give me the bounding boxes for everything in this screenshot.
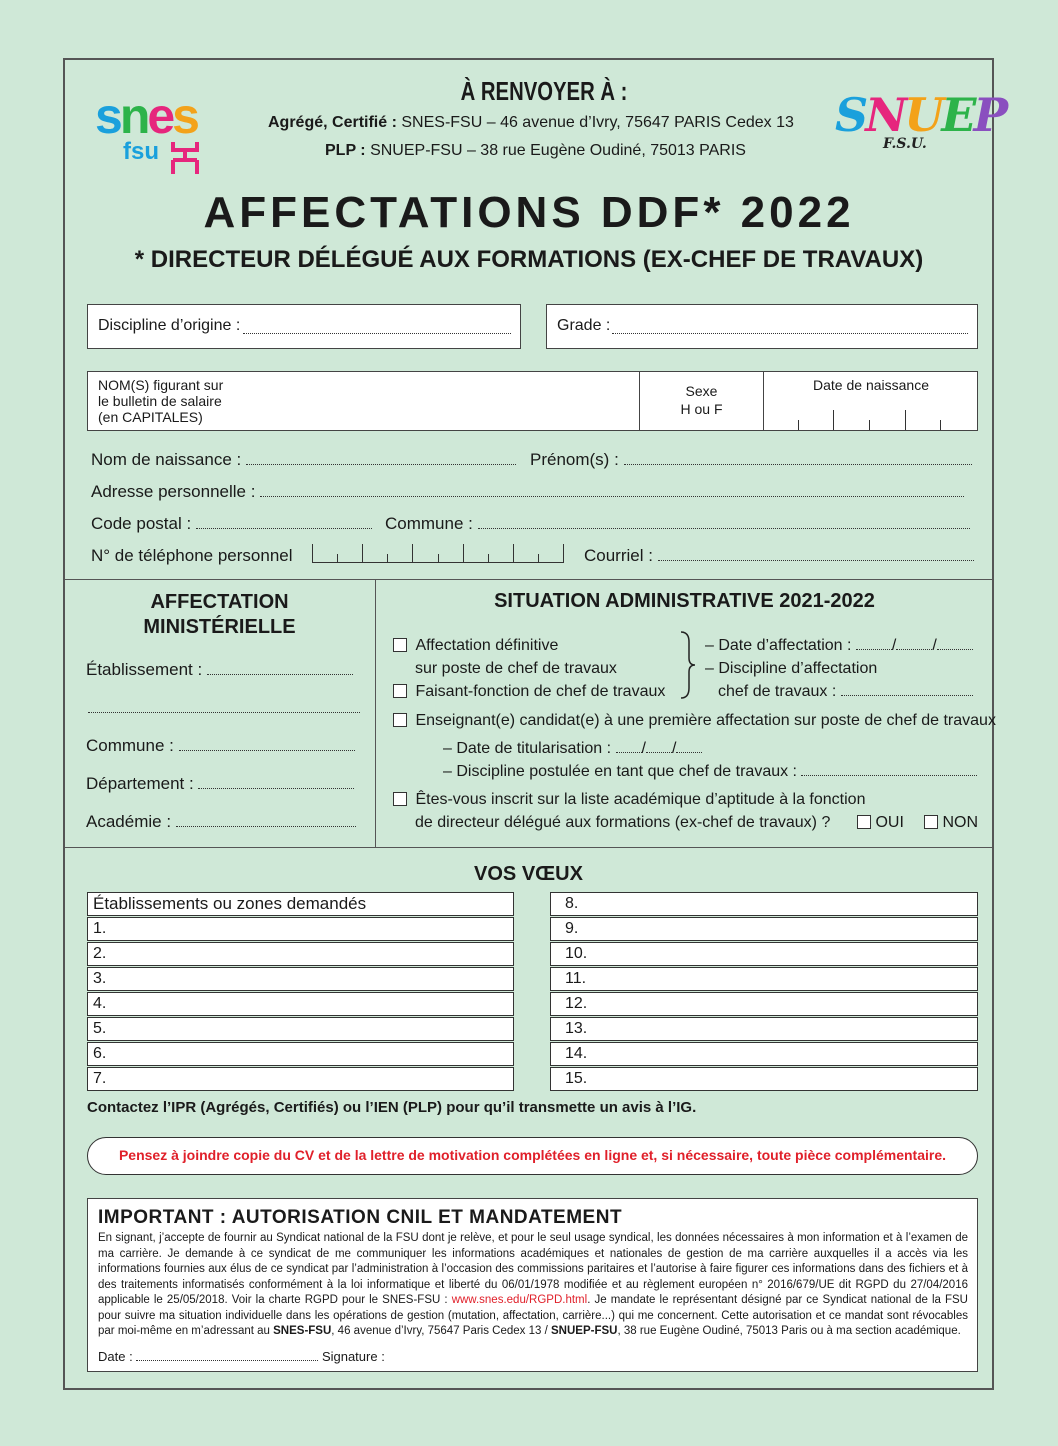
opt1-line1: Affectation définitive	[415, 637, 559, 654]
non-option[interactable]	[924, 811, 978, 834]
phone-row	[91, 546, 293, 566]
opt1-line2: sur poste de chef de travaux	[415, 660, 617, 677]
academie-row[interactable]	[86, 812, 356, 832]
birth-name-dots	[246, 452, 516, 465]
opt4-checkbox[interactable]	[393, 792, 407, 806]
snuep-address: , 38 rue Eugène Oudiné, 75013 Paris ou à ma section académique.	[617, 1325, 961, 1337]
opt2-checkbox[interactable]	[393, 684, 407, 698]
departement-dots	[198, 776, 354, 789]
voeu-row[interactable]: 11.	[550, 967, 978, 991]
voeu-row[interactable]: 8.	[550, 892, 978, 916]
discipline-postulee-label: – Discipline postulée en tant que chef de travaux :	[443, 763, 797, 780]
opt2-row[interactable]	[393, 680, 665, 703]
section-divider	[375, 579, 376, 848]
address-row[interactable]	[91, 482, 964, 502]
email-label: Courriel :	[584, 546, 653, 565]
snuep-fsu-text: F.S.U.	[883, 136, 927, 152]
grade-field[interactable]	[546, 304, 978, 349]
section-divider	[64, 579, 993, 580]
phone-field[interactable]	[312, 542, 564, 563]
situation-title: SITUATION ADMINISTRATIVE 2021-2022	[494, 590, 875, 612]
return-title: À RENVOYER À :	[460, 76, 628, 106]
cv-notice-text: Pensez à joindre copie du CV et de la lettre de motivation complétées en ligne et, si nécessaire, toute pièce complémentaire.	[118, 1147, 947, 1163]
opt3-checkbox[interactable]	[393, 713, 407, 727]
opt3-row[interactable]	[393, 709, 996, 732]
voeu-row[interactable]: 4.	[87, 992, 514, 1016]
oui-checkbox[interactable]	[857, 815, 871, 829]
voeu-row[interactable]: 5.	[87, 1017, 514, 1041]
sexe-values: H ou F	[680, 401, 723, 417]
birth-date-field[interactable]	[798, 408, 940, 430]
contact-note: Contactez l’IPR (Agrégés, Certifiés) ou l’IEN (PLP) pour qu’il transmette un avis à l’IG.	[87, 1099, 697, 1116]
return-line1-value: SNES-FSU – 46 avenue d’Ivry, 75647 PARIS Cedex 13	[401, 114, 794, 131]
oui-label: OUI	[875, 814, 904, 831]
cnil-paragraph-1: En signant, j’accepte de fournir au Syndicat national de la FSU dont je relève, et pour le seul usage syndical, les données nécessaires à mon information et à l’examen de ma carrière. Je demande à ce syndicat de me communiquer les informations académiques et nationales de gestion de ma carrière auxquelles il a accès via les informations fournies aux élus de ce syndicat par l’administration à l’occasion des commissions paritaires et l’autorise à faire figurer ces informations dans des fichiers et à des traitements informatisés conformément à la loi informatique et liberté du 06/01/1978 modifiée et au règlement européen n° 2016/679/UE dit RGPD du 27/04/2016 applicable le 25/05/2018. Voir la charte RGPD pour le SNES-FSU :	[98, 1232, 968, 1306]
cnil-text	[98, 1231, 968, 1340]
postal-row[interactable]	[91, 514, 372, 534]
departement-label: Département :	[86, 774, 194, 793]
affect-commune-dots	[179, 738, 355, 751]
return-line2-label: PLP :	[325, 142, 366, 159]
date-signature-row	[98, 1349, 385, 1364]
titularisation-label: – Date de titularisation :	[443, 740, 612, 757]
opt3-label: Enseignant(e) candidat(e) à une première affectation sur poste de chef de travaux	[415, 712, 996, 729]
return-line1-label: Agrégé, Certifié :	[268, 114, 397, 131]
non-checkbox[interactable]	[924, 815, 938, 829]
subtitle: * DIRECTEUR DÉLÉGUÉ AUX FORMATIONS (EX-CHEF DE TRAVAUX)	[134, 246, 924, 273]
phone-label: N° de téléphone personnel	[91, 546, 293, 565]
name-label-line1: NOM(S) figurant sur	[98, 377, 224, 393]
postal-dots	[196, 516, 372, 529]
voeu-row[interactable]: 7.	[87, 1067, 514, 1091]
affectation-title	[64, 590, 375, 640]
cv-notice	[87, 1137, 978, 1175]
voeu-row[interactable]: 9.	[550, 917, 978, 941]
name-field-label	[98, 377, 223, 425]
section-divider	[64, 847, 993, 848]
departement-row[interactable]	[86, 774, 354, 794]
name-label-line2: le bulletin de salaire	[98, 393, 222, 409]
discipline-affectation-line1: – Discipline d’affectation	[705, 660, 878, 677]
affectation-title-line2: MINISTÉRIELLE	[143, 616, 296, 638]
brace-icon	[679, 630, 697, 700]
birth-name-label: Nom de naissance :	[91, 450, 242, 469]
voeu-row[interactable]: 12.	[550, 992, 978, 1016]
name-label-line3: (en CAPITALES)	[98, 409, 203, 425]
oui-option[interactable]	[857, 811, 904, 834]
commune-row[interactable]	[385, 514, 970, 534]
return-address-2	[325, 142, 746, 160]
voeu-row[interactable]: 2.	[87, 942, 514, 966]
snes-logo-wordmark: snes	[95, 88, 197, 144]
grade-label: Grade :	[557, 317, 611, 334]
voeu-row[interactable]: 6.	[87, 1042, 514, 1066]
discipline-label: Discipline d’origine :	[98, 317, 241, 334]
opt4-line1: Êtes-vous inscrit sur la liste académique d’aptitude à la fonction	[415, 791, 866, 808]
name-sexe-birth-box	[87, 371, 978, 431]
cnil-title: IMPORTANT : AUTORISATION CNIL ET MANDATEMENT	[98, 1207, 623, 1228]
firstname-row[interactable]	[530, 450, 972, 470]
main-title: AFFECTATIONS DDF* 2022	[203, 188, 855, 237]
signature-label: Signature :	[321, 1349, 385, 1364]
etablissement-dots	[207, 662, 353, 675]
grade-dots	[612, 321, 968, 334]
affectation-title-line1: AFFECTATION	[150, 591, 289, 613]
affect-commune-row[interactable]	[86, 736, 355, 756]
email-dots	[658, 548, 974, 561]
sexe-field[interactable]	[640, 382, 763, 418]
person-figure-icon	[165, 138, 205, 178]
discipline-field[interactable]	[87, 304, 521, 349]
opt4-row[interactable]	[393, 788, 865, 811]
academie-label: Académie :	[86, 812, 172, 831]
non-label: NON	[942, 814, 979, 831]
return-address-1	[268, 114, 794, 132]
postal-label: Code postal :	[91, 514, 192, 533]
voeux-title: VOS VŒUX	[474, 863, 583, 885]
voeu-row[interactable]: 13.	[550, 1017, 978, 1041]
date-affectation-row[interactable]: – Date d’affectation : / /	[705, 634, 973, 657]
opt1-checkbox[interactable]	[393, 638, 407, 652]
opt4-line2: de directeur délégué aux formations (ex-chef de travaux) ?	[415, 814, 831, 831]
etablissement-row[interactable]	[86, 660, 353, 680]
commune-label: Commune :	[385, 514, 473, 533]
academie-dots	[176, 814, 356, 827]
opt2-label: Faisant-fonction de chef de travaux	[415, 683, 666, 700]
firstname-label: Prénom(s) :	[530, 450, 619, 469]
etablissement-dots-line2[interactable]	[88, 700, 360, 713]
commune-dots	[478, 516, 970, 529]
name-input[interactable]	[248, 372, 638, 430]
date-label: Date :	[98, 1349, 133, 1364]
return-line2-value: SNUEP-FSU – 38 rue Eugène Oudiné, 75013 PARIS	[370, 142, 746, 159]
birth-label: Date de naissance	[813, 377, 929, 393]
address-dots	[260, 484, 964, 497]
cnil-paragraph-2: . Je mandate le représentant désigné par ce Syndicat national de la FSU pour suivre ma situation individuelle dans les opérations de gestion (mutation, affectation, carrière...) qui me concernent. Cette autorisation et ce mandat sont révocables par moi-même en m’adressant au	[98, 1294, 968, 1337]
discipline-postulee-row[interactable]	[443, 760, 977, 783]
birth-name-row[interactable]	[91, 450, 516, 470]
email-row[interactable]	[584, 546, 974, 566]
snuep-org: SNUEP-FSU	[551, 1325, 618, 1337]
firstname-dots	[624, 452, 972, 465]
snuep-logo-wordmark: SNUEP	[835, 88, 1006, 142]
voeu-row[interactable]: 3.	[87, 967, 514, 991]
voeux-header: Établissements ou zones demandés	[87, 892, 514, 916]
date-affectation-label: – Date d’affectation :	[705, 637, 852, 654]
voeu-row[interactable]: 10.	[550, 942, 978, 966]
voeu-row[interactable]: 1.	[87, 917, 514, 941]
address-label: Adresse personnelle :	[91, 482, 256, 501]
voeu-row[interactable]: 14.	[550, 1042, 978, 1066]
date-dots[interactable]	[136, 1351, 318, 1361]
voeu-row[interactable]: 15.	[550, 1067, 978, 1091]
fsu-logo-text: fsu	[123, 138, 159, 165]
opt1-row[interactable]	[393, 634, 558, 657]
discipline-dots	[243, 321, 511, 334]
titularisation-row[interactable]: – Date de titularisation : / /	[443, 737, 702, 760]
etablissement-label: Établissement :	[86, 660, 203, 679]
snes-address: , 46 avenue d’Ivry, 75647 Paris Cedex 13 /	[331, 1325, 548, 1337]
snes-org: SNES-FSU	[273, 1325, 332, 1337]
sexe-label: Sexe	[685, 383, 718, 399]
rgpd-link[interactable]: www.snes.edu/RGPD.html	[451, 1294, 588, 1306]
discipline-affectation-row[interactable]	[718, 680, 973, 703]
cnil-box	[87, 1198, 978, 1372]
discipline-affectation-label: chef de travaux :	[718, 683, 837, 700]
affect-commune-label: Commune :	[86, 736, 174, 755]
